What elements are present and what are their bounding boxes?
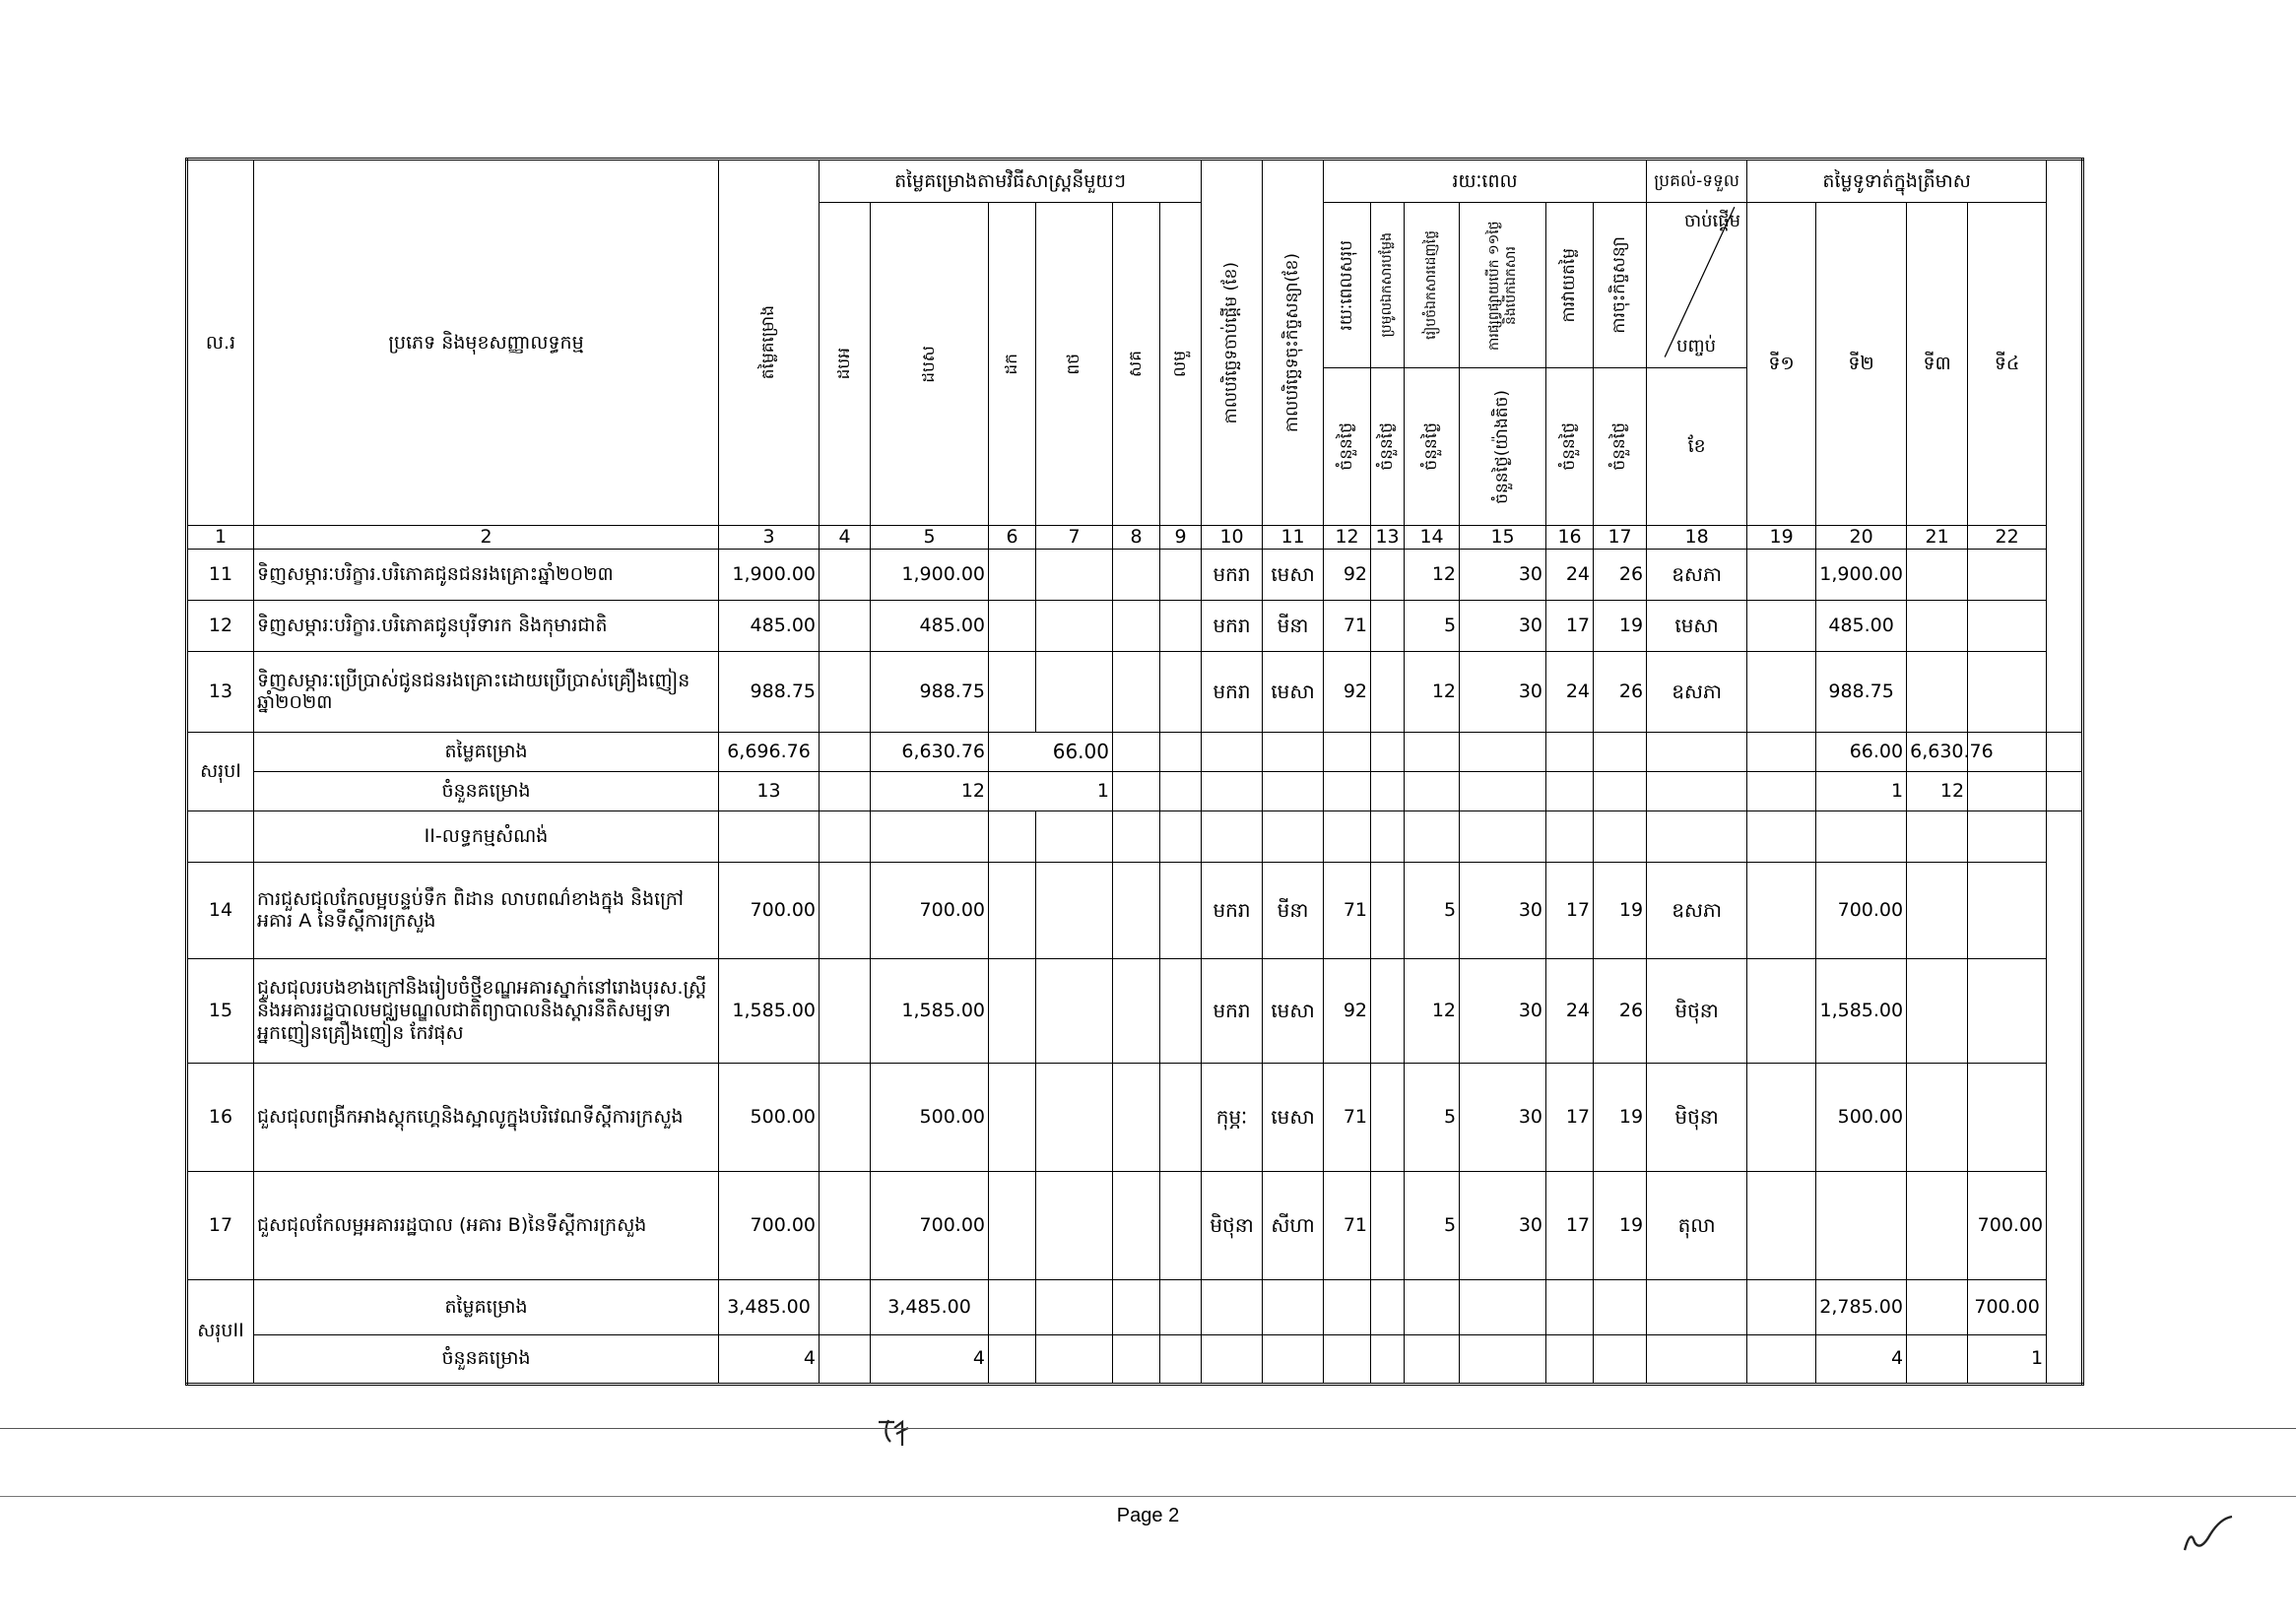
subtotal-1-budget-row [187,732,2083,771]
row-dbs: 500.00 [871,1063,989,1171]
row-q4 [1968,600,2047,651]
subtotal-2-budget: 3,485.00 [719,1279,820,1334]
header-period-collect: ប្រមូលឯកសារបម្លែង [1371,203,1405,368]
row-dbs: 700.00 [871,862,989,958]
row-no: 11 [187,549,254,600]
row-no: 16 [187,1063,254,1171]
header-budget: តម្លៃគម្រោង [719,160,820,526]
column-number: 3 [719,526,820,550]
subtotal-1-q2: 6,630.76 [1907,732,1968,771]
row-total-days: 92 [1324,549,1371,600]
row-sign-month: មេសា [1263,958,1324,1063]
row-sign-days: 19 [1594,862,1647,958]
column-number: 20 [1816,526,1907,550]
row-publish-days: 30 [1460,958,1546,1063]
row-start-month: មករា [1202,549,1263,600]
row-no: 17 [187,1171,254,1279]
column-number: 11 [1263,526,1324,550]
row-sign-month: មេសា [1263,651,1324,732]
row-sign-days: 26 [1594,958,1647,1063]
subtotal-1-count: 13 [719,771,820,810]
row-budget: 988.75 [719,651,820,732]
header-q3: ទី៣ [1907,203,1968,526]
row-no: 12 [187,600,254,651]
row-q3 [1907,958,1968,1063]
header-month: ខែ [1647,368,1747,526]
subtotal-1-budget-label: តម្លៃគម្រោង [254,732,719,771]
row-q3 [1907,651,1968,732]
header-days-1: ចំនួនថ្ងៃ [1324,368,1371,526]
row-sk [1113,1171,1160,1279]
row-q2: 988.75 [1816,651,1907,732]
row-publish-days: 30 [1460,1063,1546,1171]
header-q1: ទី១ [1747,203,1816,526]
row-q4 [1968,651,2047,732]
page-number: Page 2 [1116,1505,1180,1526]
row-q2: 1,585.00 [1816,958,1907,1063]
row-lm [1160,862,1202,958]
row-sign-days: 19 [1594,1171,1647,1279]
row-sk [1113,651,1160,732]
header-days-6: ចំនួនថ្ងៃ [1594,368,1647,526]
row-budget: 1,900.00 [719,549,820,600]
header-by-strategy: តម្លៃគម្រោងតាមវិធីសាស្ត្រនីមួយៗ [820,160,1202,203]
header-method-2: ដបស [871,203,989,526]
row-q1 [1747,549,1816,600]
header-quarter-values: តម្លៃទូទាត់ក្នុងត្រីមាស [1747,160,2047,203]
column-number: 15 [1460,526,1546,550]
row-sign-month: មីនា [1263,600,1324,651]
row-dba [820,958,871,1063]
subtotal-1-label: សរុបI [187,732,254,810]
subtotal-2-label: សរុបII [187,1279,254,1384]
subtotal-2-count-row [187,1334,2083,1384]
row-q1 [1747,1063,1816,1171]
subtotal-2-count-q4: 1 [1968,1334,2047,1384]
column-number: 18 [1647,526,1747,550]
subtotal-2-budget-label: តម្លៃគម្រោង [254,1279,719,1334]
row-evaluate-days: 17 [1546,600,1594,651]
row-sign-month: មីនា [1263,862,1324,958]
header-start-end [1647,203,1747,368]
table-row [187,862,2083,958]
subtotal-1-budget: 6,696.76 [719,732,820,771]
row-dba [820,1171,871,1279]
header-days-3: ចំនួនថ្ងៃ [1405,368,1460,526]
row-no: 13 [187,651,254,732]
row-delivery-month: ឧសភា [1647,549,1747,600]
row-q1 [1747,958,1816,1063]
column-number: 21 [1907,526,1968,550]
row-name: ទិញសម្ភារៈបរិក្ខារ.បរិភោគជូនបុរីទារក និងកុមារជាតិ [254,600,719,651]
header-end: បញ្ចប់ [1676,336,1717,357]
header-method-6: លមួ [1160,203,1202,526]
header-description: ប្រភេទ និងមុខសញ្ញាលទ្ធកម្ម [254,160,719,526]
procurement-plan-table [185,158,2084,1386]
row-publish-days: 30 [1460,600,1546,651]
row-q4: 700.00 [1968,1171,2047,1279]
subtotal-1-count-row [187,771,2083,810]
row-pth [1036,1171,1113,1279]
row-sign-month: សីហា [1263,1171,1324,1279]
row-dk [989,958,1036,1063]
header-days-2: ចំនួនថ្ងៃ [1371,368,1405,526]
header-period-prepare: រៀបចំឯកសារដេញថ្លៃ [1405,203,1460,368]
row-budget: 700.00 [719,1171,820,1279]
row-evaluate-days: 24 [1546,651,1594,732]
row-sk [1113,862,1160,958]
row-start-month: កុម្ភៈ [1202,1063,1263,1171]
row-name: ជួសជុលកែលម្អអគាររដ្ឋបាល (អគារ B)នៃទីស្ដីការក្រសួង [254,1171,719,1279]
row-prepare-days: 5 [1405,862,1460,958]
row-sign-days: 19 [1594,600,1647,651]
row-prepare-days: 12 [1405,549,1460,600]
row-budget: 500.00 [719,1063,820,1171]
row-sign-month: មេសា [1263,549,1324,600]
header-method-5: សគ [1113,203,1160,526]
column-number: 22 [1968,526,2047,550]
header-q2: ទី២ [1816,203,1907,526]
subtotal-2-budget-row [187,1279,2083,1334]
row-dbs: 700.00 [871,1171,989,1279]
section-2-title: II-លទ្ធកម្មសំណង់ [254,810,719,862]
row-collect-days [1371,549,1405,600]
row-dk [989,1171,1036,1279]
row-delivery-month: ឧសភា [1647,862,1747,958]
row-q4 [1968,862,2047,958]
row-pth [1036,549,1113,600]
row-no: 15 [187,958,254,1063]
row-q2: 1,900.00 [1816,549,1907,600]
row-sk [1113,958,1160,1063]
subtotal-1-dk: 66.00 [989,732,1113,771]
row-collect-days [1371,651,1405,732]
row-q2 [1816,1171,1907,1279]
row-evaluate-days: 17 [1546,1171,1594,1279]
subtotal-2-count-dbs: 4 [871,1334,989,1384]
row-pth [1036,1063,1113,1171]
row-delivery-month: តុលា [1647,1171,1747,1279]
row-no: 14 [187,862,254,958]
table-row [187,1063,2083,1171]
row-q3 [1907,549,1968,600]
table-row [187,651,2083,732]
row-q3 [1907,1063,1968,1171]
row-sign-days: 19 [1594,1063,1647,1171]
header-method-4: ពថ [1036,203,1113,526]
row-total-days: 92 [1324,651,1371,732]
row-dk [989,862,1036,958]
column-number: 8 [1113,526,1160,550]
row-publish-days: 30 [1460,549,1546,600]
row-q1 [1747,1171,1816,1279]
row-start-month: មករា [1202,651,1263,732]
row-evaluate-days: 24 [1546,549,1594,600]
row-prepare-days: 5 [1405,1063,1460,1171]
row-q3 [1907,600,1968,651]
column-number: 12 [1324,526,1371,550]
row-prepare-days: 5 [1405,600,1460,651]
row-budget: 485.00 [719,600,820,651]
subtotal-1-dbs: 6,630.76 [871,732,989,771]
row-delivery-month: ឧសភា [1647,651,1747,732]
row-q4 [1968,549,2047,600]
header-method-1: ដបអ [820,203,871,526]
row-sign-month: មេសា [1263,1063,1324,1171]
row-dk [989,651,1036,732]
table-row [187,1171,2083,1279]
row-sk [1113,600,1160,651]
row-pth [1036,651,1113,732]
row-dba [820,600,871,651]
column-number: 19 [1747,526,1816,550]
header-period-sign: ការចុះកិច្ចសន្យា [1594,203,1647,368]
row-pth [1036,958,1113,1063]
row-budget: 700.00 [719,862,820,958]
column-number: 13 [1371,526,1405,550]
row-q3 [1907,862,1968,958]
column-number: 9 [1160,526,1202,550]
row-start-month: មករា [1202,958,1263,1063]
section-2-row [187,810,2083,862]
row-collect-days [1371,1063,1405,1171]
row-start-month: មិថុនា [1202,1171,1263,1279]
footer-divider-upper [0,1428,2296,1429]
column-number: 7 [1036,526,1113,550]
row-total-days: 71 [1324,862,1371,958]
row-lm [1160,958,1202,1063]
row-dk [989,600,1036,651]
header-deadline: ប្រគល់-ទទួល [1647,160,1747,203]
column-number: 4 [820,526,871,550]
subtotal-2-dbs: 3,485.00 [871,1279,989,1334]
row-dba [820,651,871,732]
row-delivery-month: មេសា [1647,600,1747,651]
column-number-row [187,526,2083,550]
corner-initial-icon [2181,1513,2236,1554]
row-publish-days: 30 [1460,1171,1546,1279]
row-prepare-days: 12 [1405,958,1460,1063]
column-number: 2 [254,526,719,550]
row-dk [989,549,1036,600]
subtotal-2-count: 4 [719,1334,820,1384]
table-row [187,600,2083,651]
table-row [187,549,2083,600]
row-evaluate-days: 17 [1546,1063,1594,1171]
goods-rows [187,549,2083,732]
row-collect-days [1371,1171,1405,1279]
row-q4 [1968,958,2047,1063]
subtotal-2-q2: 2,785.00 [1816,1279,1907,1334]
row-start-month: មករា [1202,600,1263,651]
row-q2: 700.00 [1816,862,1907,958]
initial-signature-icon [877,1414,916,1450]
row-budget: 1,585.00 [719,958,820,1063]
row-q3 [1907,1171,1968,1279]
row-lm [1160,549,1202,600]
row-q1 [1747,600,1816,651]
subtotal-1-count-dk: 1 [989,771,1113,810]
header-period-total: រយៈពេលសរុប [1324,203,1371,368]
column-number: 14 [1405,526,1460,550]
row-dba [820,1063,871,1171]
row-dbs: 485.00 [871,600,989,651]
row-publish-days: 30 [1460,651,1546,732]
header-period-evaluate: ការវាយតម្លៃ [1546,203,1594,368]
row-dba [820,549,871,600]
row-delivery-month: មិថុនា [1647,1063,1747,1171]
row-lm [1160,651,1202,732]
column-number: 6 [989,526,1036,550]
row-sign-days: 26 [1594,651,1647,732]
row-dk [989,1063,1036,1171]
row-total-days: 71 [1324,1063,1371,1171]
row-evaluate-days: 17 [1546,862,1594,958]
row-name: ជួសជុលរបងខាងក្រៅនិងរៀបចំថ្មីខណ្ឌអគារស្នាក់នៅរោងបុរស.ស្ត្រី និងអគាររដ្ឋបាលមជ្ឈមណ្ឌលជាតិព្យាបាលនិងស្ដារនីតិសម្បទាអ្នកញៀនគ្រឿងញៀន កែវផុស [254,958,719,1063]
row-pth [1036,862,1113,958]
footer-divider [0,1496,2296,1497]
row-dbs: 1,585.00 [871,958,989,1063]
column-number: 17 [1594,526,1647,550]
row-publish-days: 30 [1460,862,1546,958]
row-q1 [1747,651,1816,732]
row-sk [1113,549,1160,600]
row-name: ទិញសម្ភារៈបរិក្ខារ.បរិភោគជូនជនរងគ្រោះឆ្នាំ២០២៣ [254,549,719,600]
works-rows [187,862,2083,1279]
header-method-3: ដក [989,203,1036,526]
column-number: 16 [1546,526,1594,550]
row-lm [1160,1171,1202,1279]
subtotal-2-count-q2: 4 [1816,1334,1907,1384]
subtotal-1-q1: 66.00 [1816,732,1907,771]
row-delivery-month: មិថុនា [1647,958,1747,1063]
row-total-days: 71 [1324,1171,1371,1279]
header-no: ល.រ [187,160,254,526]
column-number: 5 [871,526,989,550]
column-number: 1 [187,526,254,550]
row-dbs: 988.75 [871,651,989,732]
header-days-min: ចំនួនថ្ងៃ(យ៉ាងតិច) [1460,368,1546,526]
row-name: ការជួសជុលកែលម្អបន្ទប់ទឹក ពិដាន លាបពណ៌ខាងក្នុង និងក្រៅអគារ A នៃទីស្ដីការក្រសួង [254,862,719,958]
header-q4: ទី៤ [1968,203,2047,526]
subtotal-1-count-q2: 12 [1907,771,1968,810]
subtotal-1-count-q1: 1 [1816,771,1907,810]
header-period-publish: ការផ្សព្វផ្សាយបើក ១១ថ្ងៃ និងបើកឯកសារ [1460,203,1546,368]
row-name: ទិញសម្ភារៈប្រើប្រាស់ជូនជនរងគ្រោះដោយប្រើប្រាស់គ្រឿងញៀនឆ្នាំ២០២៣ [254,651,719,732]
row-collect-days [1371,862,1405,958]
header-days-5: ចំនួនថ្ងៃ [1546,368,1594,526]
row-lm [1160,1063,1202,1171]
row-total-days: 92 [1324,958,1371,1063]
header-start-prep: កាលបរិច្ឆេទចាប់ផ្ដើម (ខែ) [1202,160,1263,526]
header-sign-date: កាលបរិច្ឆេទចុះកិច្ចសន្យា(ខែ) [1263,160,1324,526]
row-prepare-days: 5 [1405,1171,1460,1279]
row-prepare-days: 12 [1405,651,1460,732]
row-name: ជួសជុលពង្រីកអាងស្តុកហ្គេនិងស្អាលូក្នុងបរិវេណទីស្ដីការក្រសួង [254,1063,719,1171]
column-number: 10 [1202,526,1263,550]
row-q1 [1747,862,1816,958]
row-start-month: មករា [1202,862,1263,958]
row-sk [1113,1063,1160,1171]
subtotal-1-count-label: ចំនួនគម្រោង [254,771,719,810]
row-q2: 485.00 [1816,600,1907,651]
row-q4 [1968,1063,2047,1171]
row-lm [1160,600,1202,651]
row-collect-days [1371,958,1405,1063]
row-total-days: 71 [1324,600,1371,651]
subtotal-2-q4: 700.00 [1968,1279,2047,1334]
subtotal-2-count-label: ចំនួនគម្រោង [254,1334,719,1384]
row-q2: 500.00 [1816,1063,1907,1171]
row-dbs: 1,900.00 [871,549,989,600]
header-period: រយៈពេល [1324,160,1647,203]
table-row [187,958,2083,1063]
header-start: ចាប់ផ្ដើម [1683,211,1741,231]
row-sign-days: 26 [1594,549,1647,600]
subtotal-1-count-dbs: 12 [871,771,989,810]
row-evaluate-days: 24 [1546,958,1594,1063]
row-dba [820,862,871,958]
row-collect-days [1371,600,1405,651]
row-pth [1036,600,1113,651]
